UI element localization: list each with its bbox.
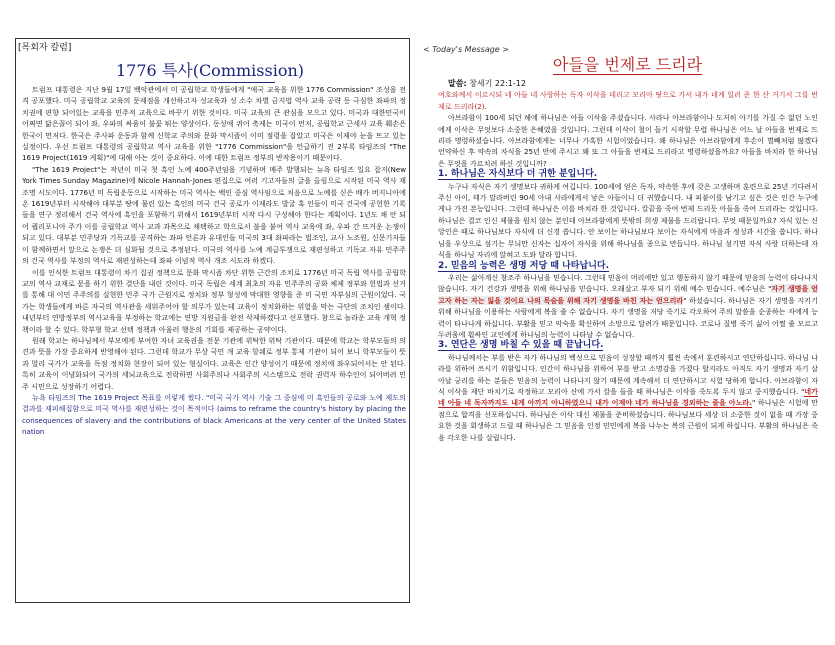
section-text-1: 누구나 자식은 자기 생명보다 귀하게 여깁니다. 100세에 얻은 독자, 약속한 후에 갖은 고생하며 훈련으로 25년 기다려서 주신 아이, 태가 말라버린 90세 아내 사라에게서 낳은 아들이니 더 귀했습니다. 내 피붙이를 남기고 싶은 것은 인간 누구에게나 가진 본능입니다. 그런데 하나님은 이를 바치라 한 것입니다. 칼끝을 죽여 번제 드리듯 아들을 죽여 드리라는 것입니다. 하나님은 결코 인신 제물을 원치 않는 분인데 아브라함에게 뜻밖의 희생 제물을 드리랍니다. 무엇 때문일까요? 자식 있는 신앙인은 때로 하나님보다 자식에 더 신경 씁니다. 안 보이는 하나님보다 보이는 자식에게 마음과 정성과 시간을 씁니다. 하나님을 우상으로 섬기는 무늬만 신자는 십자어 자식을 위해 하나님을 종으로 만듭니다. 하나님 섬기면 자식 사랑 더하는데 자식을 하나님 자리에 앉혀고 도와 달라 합니다. xyxy=(438,181,818,260)
column-body xyxy=(22,84,406,599)
column-title xyxy=(0,58,420,83)
column-paragraph: 원래 학교는 하나님께서 부모에게 부여한 자녀 교육권을 전문 기관에 위탁한 위탁 기관이다. 때문에 학교는 학부모들의 의견과 뜻을 가장 중요하게 반영해야 된다. 그런데 학교가 무상 국민 개 교육 항쉐로 정부 통제 기관이 되어 보니 학부모들이 뜻과 멀리 국가가 교육을 독점 정치화 현장이 되어 있는 형실이다. 교육은 인간 양성이기 때문에 정치에 좌우되어서는 안 된다. 특히 교육이 이념화되어 국가의 세뇌교육으로 전락하면 사회주의나 사회주의 시스템으로 전락 권력자 하수인이 되어버려 민주 시민으로 성장하기 어렵다. xyxy=(22,335,406,391)
title-underline xyxy=(145,82,275,83)
sermon-intro: 아브라함이 100세 되던 해에 하나님은 아들 이삭을 주셨습니다. 사라나 아브라함이나 도저히 아기를 가질 수 없던 노인에게 이삭은 무엇보다 소중한 은혜였을 것입니다. 그런데 이삭이 철이 들기 시작할 무렵 하나님은 어느 날 아들을 번제로 드리라 명령하셨습니다. 아브라함에게는 너무나 가혹한 시험이었습니다. 왜 하나님은 아브라함에게 후손이 별빼처럼 많겠다 언약하신 후 약속의 자식을 25년 만에 주시고 왜 또 그 아들을 번제로 드리라고 명령하셨을까요? 아들을 바치라 한 하나님은 무엇을 가르치려 하신 것입니까? xyxy=(438,113,818,168)
section-text-3: 하나님께서는 부를 받은 자가 하나님의 백성으로 믿음이 성장할 때까지 훨씬 속에서 훈련하시고 연단하십니다. 하나님 나라를 위하여 쓰시기 위함입니다. 인간이 하나님을 위하여 부를 받고 소명감을 가졌다 할지라도 아직도 자기 생명과 자기 살아날 궁리를 하는 분들은 믿음의 능력이 나타나지 않기 때문에 계속해서 더 연단하시고 시험 당하게 합니다. 아브라함이 자식 이삭을 제단 바치기로 작정하고 모리아 산에 가서 칼을 들을 때 하나님은 이삭을 죽도록 두지 않고 중지했습니다. "네가 네 아들 네 독자까지도 내게 아끼지 아니하였으니 내가 이제야 네가 하나님을 경외하는 줄을 아노라." 하나님은 시험에 만점으로 합격을 선포하십니다. 하나님은 이삭 대신 제물을 준비하셨습니다. 하나님보다 세상 더 소중한 것이 없을 때 가장 중요한 것을 회생하고 드릴 때 하나님은 그 믿음을 인정 민민에게 복을 나누는 복의 근원이 되게 하십니다. 부활의 하나님은 죽음 각오한 나를 살립니다. xyxy=(438,352,818,442)
sermon-title-text: 아들을 번제로 드리라 xyxy=(552,55,703,74)
section-heading-1: 1. 하나님은 자식보다 더 귀한 분입니다. xyxy=(438,169,598,180)
section-heading-3: 3. 연단은 생명 바칠 수 있을 때 끝납니다. xyxy=(438,340,604,351)
key-verse: 여호와께서 이르시되 네 아들 네 사랑하는 독자 이삭을 데리고 모리아 땅으로 가서 내가 네게 일러 준 한 산 거기서 그를 번제로 드리라(2). xyxy=(438,90,818,111)
scripture-reference xyxy=(438,78,818,89)
scripture-ref-text: 창세기 22:1-12 xyxy=(469,79,526,88)
column-tag: [목회자 칼럼] xyxy=(18,43,72,53)
sermon-body xyxy=(438,78,818,638)
section-heading-2: 2. 믿음의 능력은 생명 저당 때 나타납니다. xyxy=(438,260,610,271)
column-title-text: 1776 특사(Commission) xyxy=(115,61,304,80)
section-text-2: 우리는 삶아계신 창조주 하나님을 믿습니다. 그런데 믿음이 머리에만 있고 행동하지 않기 때문에 믿음의 능력이 타나나지 않습니다. 자기 건강과 생명을 위해 하나님을 믿습니다. 오래살고 부자 되기 위해 예수 믿습니다. 예수님은 "자기 생명을 얻고자 하는 자는 잃을 것이요 나의 목숨을 위해 자기 생명을 바친 자는 얻으리라" 하셨습니다. 하나님은 자기 생명을 지키기 위해 하나님을 이용하는 사람에게 복을 줄 수 없습니다. 자기 생명을 저당 죽기로 각오하여 주의 말씀을 순종하는 자에게 능력이 타나나게 하십니다. 부활을 믿고 악숙을 확신하여 소망으로 달려가 때문입니다. 코로나 질병 죽기 싫어 어쩔 줄 모르고 두려움에 휩싸인 교인에게 하나님의 능력이 나타날 수 없습니다. xyxy=(438,272,818,339)
message-header: < Today's Message > xyxy=(423,45,509,54)
column-paragraph: 트럼프 대통령은 지난 9월 17일 백악관에서 미 공립학교 학생들에게 "애국 교육을 위한 1776 Commission" 조성을 전격 공포했다. 미국 공립학교 교육의 문제점을 개선하고자 성교육과 성 소수 차별 금지법 역사 교육 공략 등 극심한 좌파의 정치권에 편향 되어있는 교육을 민주적 교육으로 바꾸기 위한 것이다. 미국 교육의 큰 관심을 모으고 있다. 미국과 대한민국이 어쩌면 닮은꼴이 되어 좌, 우파의 싸움이 불꽃 튀는 양상이다. 동성애 퀴어 축제는 미국이 먼저, 공립학교 근세사 교육 훼손은 한국이 먼저다. 한국은 주사파 운동과 함께 신학교 주의와 문화 막시즘이 이미 점령을 잡았고 미국은 이제야 눈을 뜨고 있는 실정이다. 우선 트럼프 대통령의 공립학교 역사 교육을 위한 "1776 Commission"을 언급하기 전 2부록 타임즈의 "The 1619 Project(1619 게획)"에 대해 아는 것이 중요하다. 이에 대한 트럼프 정부의 반작용이기 때문이다. xyxy=(22,85,406,163)
sermon-title xyxy=(420,52,835,75)
column-paragraph: 이를 인식한 트럼프 대통령이 차기 집권 정책으로 문화 막시즘 차단 위한 근간의 조치로 1776년 미국 독립 역사를 공립학교의 역사 교재로 묻을 하기 위한 결단을 내린 것이다. 미국 독립은 세계 최초의 자유 민주주의 공화 체제 정부와 헌법과 선거를 통해 대 이민 주주의를 실현한 민주 국가 근원지로 정치와 정부 형성에 막대한 영향을 준 미 국민 자부심의 근원이었다. 국가는 학생들에게 바른 자국의 역사관을 세워주어야 할 의무가 있는데 교육이 정치화하는 위험을 막는 극단의 조치인 셈이다. 내년부터 연방정부의 역사교육을 부정하는 학교에는 연방 지원금을 완전 삭제하겠다고 선포했다. 참으로 놀라운 교육 개혁 정책이라 할 수 있다. 학부형 학교 선택 정책과 아울러 행운의 기회를 제공하는 공약이다. xyxy=(22,267,406,334)
highlighted-quote: 네가 네 아들 네 독자까지도 내게 아끼지 아니하였으니 내가 이제야 네가 하나님을 경외하는 줄을 아노라. xyxy=(438,386,818,408)
highlighted-quote: 자기 생명을 얻고자 하는 자는 잃을 것이요 나의 목숨을 위해 자기 생명을 바친 자는 얻으리라 xyxy=(438,284,818,305)
scripture-label: 말씀: xyxy=(448,79,467,88)
column-paragraph: 뉴욕 타임즈의 The 1619 Project 목표를 이렇게 썼다. "미국 국가 역사 기술 그 중심에 미 흑인들의 공로와 노예 제도의 결과를 재피해집함으로 미국 역사를 재편성하는 것이 목적이다 (aims to reframe the country's history by placing the consequences of slavery and the contributions of black Americans at the very center of the United States nation xyxy=(22,392,406,437)
column-paragraph: "The 1619 Project"는 작년이 미국 첫 흑인 노예 400주년임을 기념하며 매주 발행되는 뉴욕 타임즈 일요 잡지(New York Times Sunday Magazine)에 Nicole Hannah-Jones 편집으로 여러 기고자들의 글을 올림으로 시작된 미국 역사 재조명 시도이다. 1776년 미 독립운동으로 시작하는 미국 역사는 백인 중심 역사임으로 처음으로 노예를 싣은 배가 버지니아에 온 1619년부터 시작해야 대부분 땅에 물린 있는 흑인의 미국 건국 공로가 이제라도 발굴 혹 인들이 미국 건국에 공헌한 기록들을 연구 정리해서 건국 역사에 흑인을 포함하기 위해서 1619년부터 시작 다시 구성해야 한다는 계획이다. 1년도 채 안 되어 퀄리포니아 주가 이를 공립학교 역사 교과 과목으로 채택하고 학으로서 불을 붙여 역사 교육에 좌, 우파 간 뜨거운 논쟁이 되고 있다. 대부분 민주당과 기독교를 공격하는 좌파 언론과 유대인들 미국의 3대 좌파라는 법조인, 교사 노조원, 신문기자들이 함께하면서 앞으로 논쟁은 더 심화될 것으로 추정된다. 미국의 역사를 노예 계급투쟁으로 재편성하고 기독교 자유 민주주의 건국 역사를 부정의 역사로 재편성하는데 좌파 이념적 역사 개조 시도라 하겠다. xyxy=(22,164,406,266)
